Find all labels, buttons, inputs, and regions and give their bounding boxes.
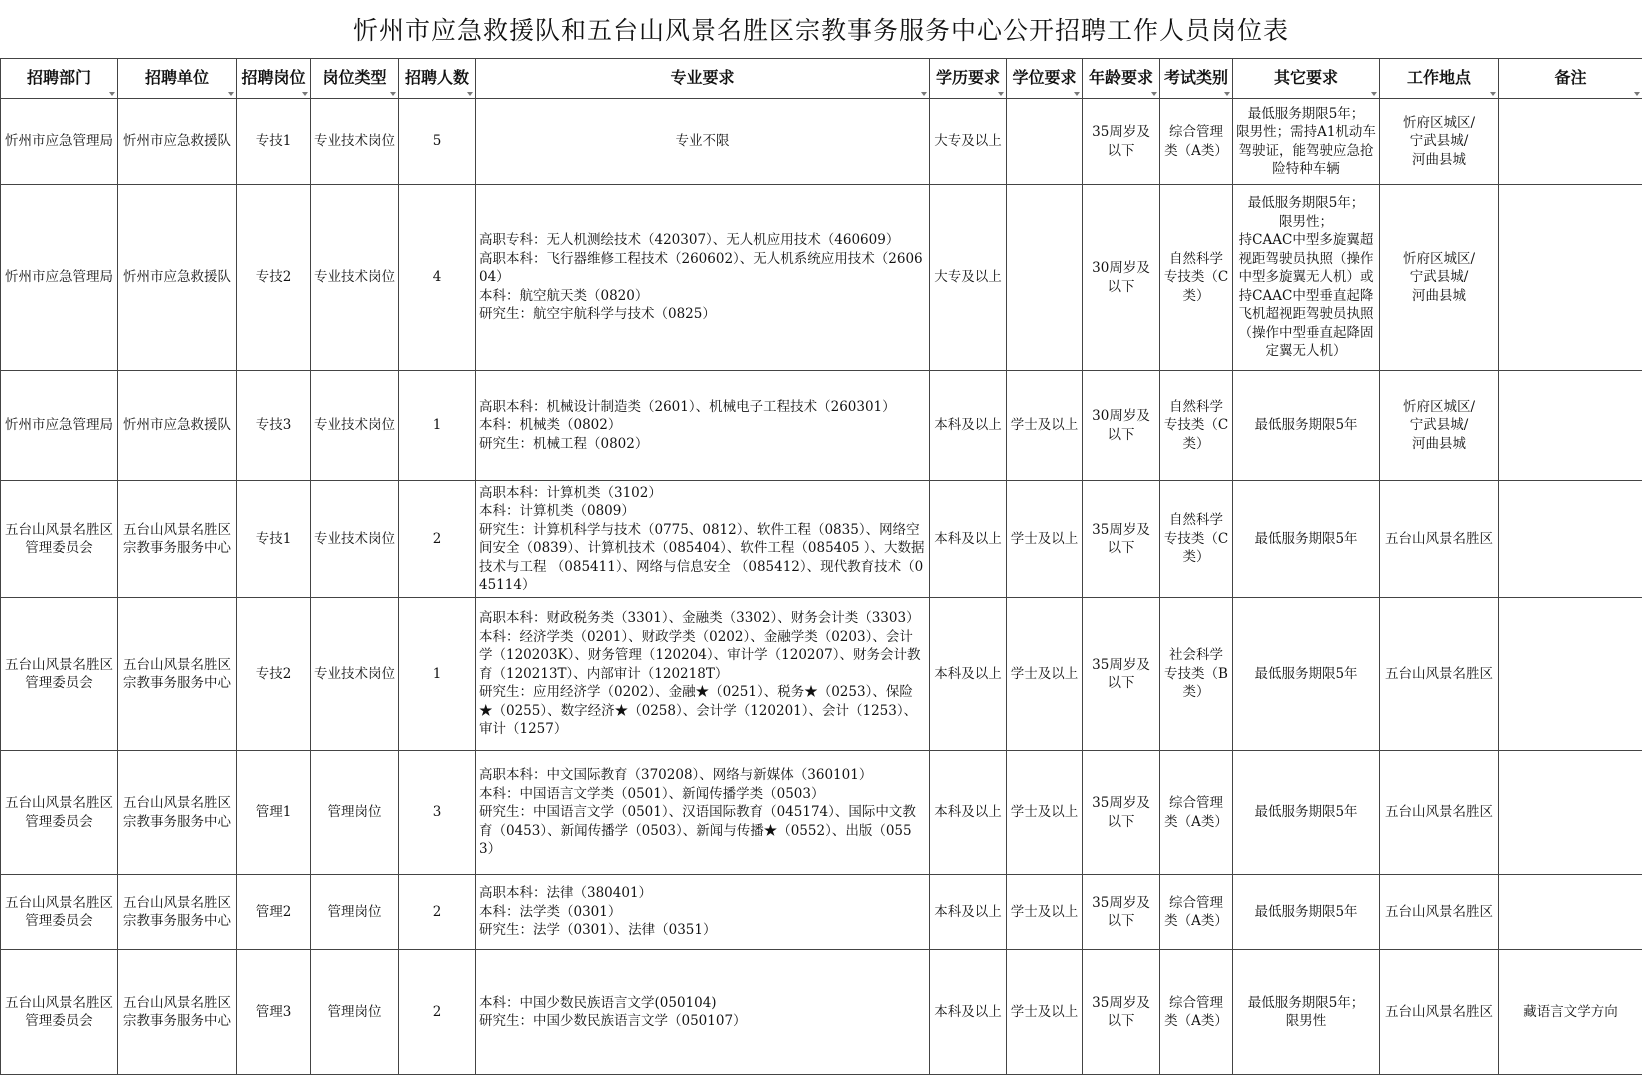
cell-type[interactable]: 专业技术岗位 bbox=[311, 99, 399, 185]
cell-type[interactable]: 专业技术岗位 bbox=[311, 185, 399, 371]
cell-age[interactable]: 35周岁及以下 bbox=[1083, 598, 1160, 751]
cell-degree[interactable]: 学士及以上 bbox=[1007, 751, 1083, 875]
table-row bbox=[1, 950, 1642, 1075]
cell-count[interactable]: 1 bbox=[399, 598, 476, 751]
cell-exam[interactable]: 综合管理类（A类） bbox=[1160, 950, 1233, 1075]
cell-note[interactable] bbox=[1499, 875, 1642, 950]
cell-unit[interactable]: 五台山风景名胜区 宗教事务服务中心 bbox=[118, 481, 237, 598]
table-row bbox=[1, 99, 1642, 185]
cell-edu[interactable]: 本科及以上 bbox=[930, 950, 1007, 1075]
cell-unit[interactable]: 五台山风景名胜区 宗教事务服务中心 bbox=[118, 875, 237, 950]
cell-type[interactable]: 专业技术岗位 bbox=[311, 371, 399, 481]
cell-count[interactable]: 1 bbox=[399, 371, 476, 481]
col-header-major[interactable]: 专业要求 bbox=[476, 59, 930, 99]
cell-post[interactable]: 管理3 bbox=[237, 950, 311, 1075]
cell-type[interactable]: 专业技术岗位 bbox=[311, 598, 399, 751]
cell-post[interactable]: 专技3 bbox=[237, 371, 311, 481]
cell-count[interactable]: 3 bbox=[399, 751, 476, 875]
col-header-count[interactable]: 招聘人数 bbox=[399, 59, 476, 99]
cell-exam[interactable]: 自然科学专技类（C类） bbox=[1160, 371, 1233, 481]
cell-age[interactable]: 30周岁及以下 bbox=[1083, 185, 1160, 371]
cell-exam[interactable]: 综合管理类（A类） bbox=[1160, 751, 1233, 875]
cell-major[interactable]: 本科：中国少数民族语言文学(050104) 研究生：中国少数民族语言文学（050107） bbox=[476, 950, 930, 1075]
cell-other[interactable]: 最低服务期限5年； 限男性；需持A1机动车驾驶证，能驾驶应急抢险特种车辆 bbox=[1233, 99, 1380, 185]
cell-edu[interactable]: 大专及以上 bbox=[930, 185, 1007, 371]
cell-edu[interactable]: 本科及以上 bbox=[930, 598, 1007, 751]
cell-unit[interactable]: 五台山风景名胜区 宗教事务服务中心 bbox=[118, 751, 237, 875]
positions-table bbox=[0, 58, 1642, 1075]
cell-major[interactable]: 高职本科：机械设计制造类（2601）、机械电子工程技术（260301） 本科：机械类（0802） 研究生：机械工程（0802） bbox=[476, 371, 930, 481]
cell-other[interactable]: 最低服务期限5年 bbox=[1233, 481, 1380, 598]
cell-post[interactable]: 专技2 bbox=[237, 185, 311, 371]
cell-degree[interactable]: 学士及以上 bbox=[1007, 875, 1083, 950]
col-header-unit[interactable]: 招聘单位 bbox=[118, 59, 237, 99]
cell-note[interactable] bbox=[1499, 751, 1642, 875]
cell-age[interactable]: 35周岁及以下 bbox=[1083, 875, 1160, 950]
cell-degree[interactable]: 学士及以上 bbox=[1007, 481, 1083, 598]
cell-dept[interactable]: 五台山风景名胜区 管理委员会 bbox=[1, 875, 118, 950]
cell-major[interactable]: 高职本科：计算机类（3102） 本科：计算机类（0809） 研究生：计算机科学与技术（0775、0812）、软件工程（0835）、网络空间安全（0839）、计算机技术（085404）、软件工程（085405 ）、大数据技术与工程 （085411）、网络与信息安全 （085412）、现代教育技术（045114） bbox=[476, 481, 930, 598]
col-header-degree[interactable]: 学位要求 bbox=[1007, 59, 1083, 99]
cell-dept[interactable]: 忻州市应急管理局 bbox=[1, 185, 118, 371]
cell-age[interactable]: 35周岁及以下 bbox=[1083, 481, 1160, 598]
cell-count[interactable]: 2 bbox=[399, 950, 476, 1075]
cell-place[interactable]: 五台山风景名胜区 bbox=[1380, 598, 1499, 751]
col-header-dept[interactable]: 招聘部门 bbox=[1, 59, 118, 99]
col-header-place[interactable]: 工作地点 bbox=[1380, 59, 1499, 99]
col-header-other[interactable]: 其它要求 bbox=[1233, 59, 1380, 99]
cell-place[interactable]: 五台山风景名胜区 bbox=[1380, 481, 1499, 598]
cell-unit[interactable]: 五台山风景名胜区 宗教事务服务中心 bbox=[118, 598, 237, 751]
cell-type[interactable]: 管理岗位 bbox=[311, 751, 399, 875]
table-row bbox=[1, 875, 1642, 950]
cell-count[interactable]: 2 bbox=[399, 875, 476, 950]
cell-age[interactable]: 35周岁及以下 bbox=[1083, 751, 1160, 875]
cell-age[interactable]: 35周岁及以下 bbox=[1083, 99, 1160, 185]
col-header-post[interactable]: 招聘岗位 bbox=[237, 59, 311, 99]
cell-degree[interactable]: 学士及以上 bbox=[1007, 950, 1083, 1075]
cell-note[interactable]: 藏语言文学方向 bbox=[1499, 950, 1642, 1075]
cell-note[interactable] bbox=[1499, 598, 1642, 751]
cell-degree[interactable] bbox=[1007, 185, 1083, 371]
cell-place[interactable]: 五台山风景名胜区 bbox=[1380, 950, 1499, 1075]
cell-post[interactable]: 专技1 bbox=[237, 481, 311, 598]
cell-major[interactable]: 高职本科：法律（380401） 本科：法学类（0301） 研究生：法学（0301）、法律（0351） bbox=[476, 875, 930, 950]
cell-post[interactable]: 管理1 bbox=[237, 751, 311, 875]
cell-degree[interactable] bbox=[1007, 99, 1083, 185]
cell-type[interactable]: 专业技术岗位 bbox=[311, 481, 399, 598]
table-row bbox=[1, 185, 1642, 371]
cell-edu[interactable]: 大专及以上 bbox=[930, 99, 1007, 185]
col-header-exam[interactable]: 考试类别 bbox=[1160, 59, 1233, 99]
cell-count[interactable]: 5 bbox=[399, 99, 476, 185]
cell-unit[interactable]: 忻州市应急救援队 bbox=[118, 371, 237, 481]
cell-unit[interactable]: 五台山风景名胜区 宗教事务服务中心 bbox=[118, 950, 237, 1075]
col-header-edu[interactable]: 学历要求 bbox=[930, 59, 1007, 99]
header-row bbox=[1, 59, 1642, 99]
table-row bbox=[1, 371, 1642, 481]
sheet-title: 忻州市应急救援队和五台山风景名胜区宗教事务服务中心公开招聘工作人员岗位表 bbox=[352, 16, 1289, 45]
cell-other[interactable]: 最低服务期限5年 bbox=[1233, 598, 1380, 751]
cell-edu[interactable]: 本科及以上 bbox=[930, 751, 1007, 875]
cell-major[interactable]: 专业不限 bbox=[476, 99, 930, 185]
cell-note[interactable] bbox=[1499, 185, 1642, 371]
col-header-type[interactable]: 岗位类型 bbox=[311, 59, 399, 99]
table-row bbox=[1, 751, 1642, 875]
cell-degree[interactable]: 学士及以上 bbox=[1007, 371, 1083, 481]
cell-exam[interactable]: 综合管理类（A类） bbox=[1160, 99, 1233, 185]
cell-major[interactable]: 高职专科：无人机测绘技术（420307）、无人机应用技术（460609） 高职本科：飞行器维修工程技术（260602）、无人机系统应用技术（260604） 本科：航空航天类（0820） 研究生：航空宇航科学与技术（0825） bbox=[476, 185, 930, 371]
cell-post[interactable]: 专技2 bbox=[237, 598, 311, 751]
cell-note[interactable] bbox=[1499, 371, 1642, 481]
cell-other[interactable]: 最低服务期限5年； 限男性； 持CAAC中型多旋翼超视距驾驶员执照（操作中型多旋翼无人机）或持CAAC中型垂直起降飞机超视距驾驶员执照（操作中型垂直起降固定翼无人机） bbox=[1233, 185, 1380, 371]
cell-major[interactable]: 高职本科：财政税务类（3301）、金融类（3302）、财务会计类（3303） 本科：经济学类（0201）、财政学类（0202）、金融学类（0203）、会计学（120203K）、财务管理（120204）、审计学（120207）、财务会计教育（120213T）、内部审计（120218T） 研究生：应用经济学（0202）、金融★（0251）、税务★（0253）、保险★（0255）、数字经济★（0258）、会计学（120201）、会计（1253）、审计（1257） bbox=[476, 598, 930, 751]
cell-count[interactable]: 4 bbox=[399, 185, 476, 371]
cell-type[interactable]: 管理岗位 bbox=[311, 875, 399, 950]
cell-place[interactable]: 忻府区城区/ 宁武县城/ 河曲县城 bbox=[1380, 371, 1499, 481]
cell-other[interactable]: 最低服务期限5年 bbox=[1233, 875, 1380, 950]
cell-unit[interactable]: 忻州市应急救援队 bbox=[118, 185, 237, 371]
col-header-age[interactable]: 年龄要求 bbox=[1083, 59, 1160, 99]
cell-major[interactable]: 高职本科：中文国际教育（370208）、网络与新媒体（360101） 本科：中国语言文学类（0501）、新闻传播学类（0503） 研究生：中国语言文学（0501）、汉语国际教育（045174）、国际中文教育（0453）、新闻传播学（0503）、新闻与传播★（0552）、出版（0553） bbox=[476, 751, 930, 875]
cell-dept[interactable]: 忻州市应急管理局 bbox=[1, 99, 118, 185]
cell-degree[interactable]: 学士及以上 bbox=[1007, 598, 1083, 751]
cell-exam[interactable]: 自然科学专技类（C类） bbox=[1160, 481, 1233, 598]
cell-place[interactable]: 五台山风景名胜区 bbox=[1380, 751, 1499, 875]
cell-exam[interactable]: 自然科学专技类（C类） bbox=[1160, 185, 1233, 371]
cell-unit[interactable]: 忻州市应急救援队 bbox=[118, 99, 237, 185]
cell-age[interactable]: 30周岁及以下 bbox=[1083, 371, 1160, 481]
cell-place[interactable]: 五台山风景名胜区 bbox=[1380, 875, 1499, 950]
cell-dept[interactable]: 五台山风景名胜区 管理委员会 bbox=[1, 481, 118, 598]
cell-note[interactable] bbox=[1499, 481, 1642, 598]
cell-dept[interactable]: 五台山风景名胜区 管理委员会 bbox=[1, 598, 118, 751]
table-row bbox=[1, 598, 1642, 751]
cell-place[interactable]: 忻府区城区/ 宁武县城/ 河曲县城 bbox=[1380, 185, 1499, 371]
table-row bbox=[1, 481, 1642, 598]
cell-edu[interactable]: 本科及以上 bbox=[930, 371, 1007, 481]
cell-other[interactable]: 最低服务期限5年； 限男性 bbox=[1233, 950, 1380, 1075]
cell-age[interactable]: 35周岁及以下 bbox=[1083, 950, 1160, 1075]
cell-exam[interactable]: 社会科学专技类（B类） bbox=[1160, 598, 1233, 751]
cell-other[interactable]: 最低服务期限5年 bbox=[1233, 371, 1380, 481]
cell-dept[interactable]: 五台山风景名胜区 管理委员会 bbox=[1, 950, 118, 1075]
col-header-note[interactable]: 备注 bbox=[1499, 59, 1642, 99]
cell-dept[interactable]: 忻州市应急管理局 bbox=[1, 371, 118, 481]
cell-edu[interactable]: 本科及以上 bbox=[930, 481, 1007, 598]
cell-other[interactable]: 最低服务期限5年 bbox=[1233, 751, 1380, 875]
cell-post[interactable]: 管理2 bbox=[237, 875, 311, 950]
cell-count[interactable]: 2 bbox=[399, 481, 476, 598]
cell-edu[interactable]: 本科及以上 bbox=[930, 875, 1007, 950]
cell-type[interactable]: 管理岗位 bbox=[311, 950, 399, 1075]
cell-exam[interactable]: 综合管理类（A类） bbox=[1160, 875, 1233, 950]
cell-place[interactable]: 忻府区城区/ 宁武县城/ 河曲县城 bbox=[1380, 99, 1499, 185]
cell-post[interactable]: 专技1 bbox=[237, 99, 311, 185]
cell-dept[interactable]: 五台山风景名胜区 管理委员会 bbox=[1, 751, 118, 875]
cell-note[interactable] bbox=[1499, 99, 1642, 185]
